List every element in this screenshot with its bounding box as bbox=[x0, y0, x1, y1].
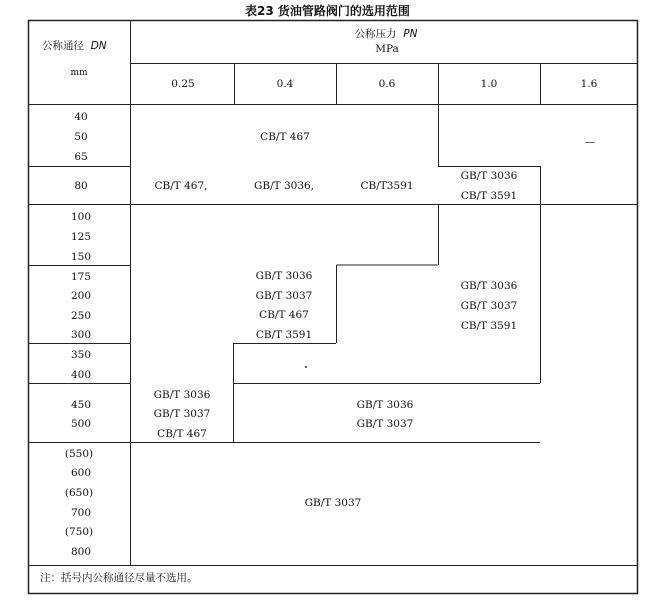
dn-value: 500 bbox=[70, 418, 92, 430]
cell-450-right-line2: GB/T 3037 bbox=[356, 418, 414, 430]
dn-value: 100 bbox=[70, 211, 92, 223]
table-note: 注：括号内公称通径尽量不选用。 bbox=[40, 572, 198, 584]
dn-value: 250 bbox=[70, 310, 92, 322]
cell-40-65-low: CB/T 467 bbox=[260, 131, 310, 143]
cell-bottom: GB/T 3037 bbox=[304, 497, 362, 509]
cell-mid-left-line2: GB/T 3037 bbox=[255, 290, 313, 302]
cell-mid-left-line4: CB/T 3591 bbox=[255, 329, 313, 341]
table-title: 表23 货油管路阀门的选用范围 bbox=[245, 4, 410, 18]
dn-value: 150 bbox=[70, 251, 92, 263]
dn-value: 40 bbox=[74, 111, 88, 123]
pressure-col-1: 0.4 bbox=[276, 78, 294, 90]
header-pn-label: 公称压力 PN bbox=[354, 28, 418, 40]
cell-40-65-high: — bbox=[584, 136, 596, 148]
cell-mid-left-line1: GB/T 3036 bbox=[255, 270, 313, 282]
dn-value: (550) bbox=[64, 448, 94, 460]
cell-80-04: GB/T 3036, bbox=[253, 180, 315, 192]
cell-mid-left-line3: CB/T 467 bbox=[259, 309, 309, 321]
dn-value: 125 bbox=[70, 231, 92, 243]
dn-value: 200 bbox=[70, 290, 92, 302]
pressure-col-4: 1.6 bbox=[580, 78, 598, 90]
header-pn-unit: MPa bbox=[375, 43, 399, 55]
dn-value: 50 bbox=[74, 131, 88, 143]
dn-value: 300 bbox=[70, 329, 92, 341]
cell-450-left-line1: GB/T 3036 bbox=[153, 389, 211, 401]
dn-value: 700 bbox=[70, 507, 92, 519]
cell-80-06: CB/T3591 bbox=[360, 180, 414, 192]
pressure-col-0: 0.25 bbox=[171, 78, 195, 90]
cell-450-left-line3: CB/T 467 bbox=[157, 428, 207, 440]
dn-value: 800 bbox=[70, 546, 92, 558]
dn-value: 65 bbox=[74, 151, 88, 163]
dn-value: (750) bbox=[64, 526, 94, 538]
dn-value: 350 bbox=[70, 349, 92, 361]
dn-value: 600 bbox=[70, 467, 92, 479]
header-dn-unit: mm bbox=[70, 68, 88, 78]
cell-mid-right-line2: GB/T 3037 bbox=[460, 300, 518, 312]
cell-450-right-line1: GB/T 3036 bbox=[356, 399, 414, 411]
dn-value: 80 bbox=[74, 180, 88, 192]
pressure-col-3: 1.0 bbox=[480, 78, 498, 90]
cell-80-025: CB/T 467, bbox=[154, 180, 208, 192]
dn-value: 175 bbox=[70, 271, 92, 283]
cell-450-left-line2: GB/T 3037 bbox=[153, 408, 211, 420]
cell-80-10-line1: GB/T 3036 bbox=[460, 170, 518, 182]
cell-80-10-line2: CB/T 3591 bbox=[460, 190, 518, 202]
dn-value: 450 bbox=[70, 399, 92, 411]
header-dn-label: 公称通径 DN bbox=[42, 40, 107, 52]
dn-value: (650) bbox=[64, 487, 94, 499]
stray-mark bbox=[305, 366, 307, 368]
cell-mid-right-line1: GB/T 3036 bbox=[460, 280, 518, 292]
dn-value: 400 bbox=[70, 369, 92, 381]
cell-mid-right-line3: CB/T 3591 bbox=[460, 320, 518, 332]
pressure-col-2: 0.6 bbox=[378, 78, 396, 90]
